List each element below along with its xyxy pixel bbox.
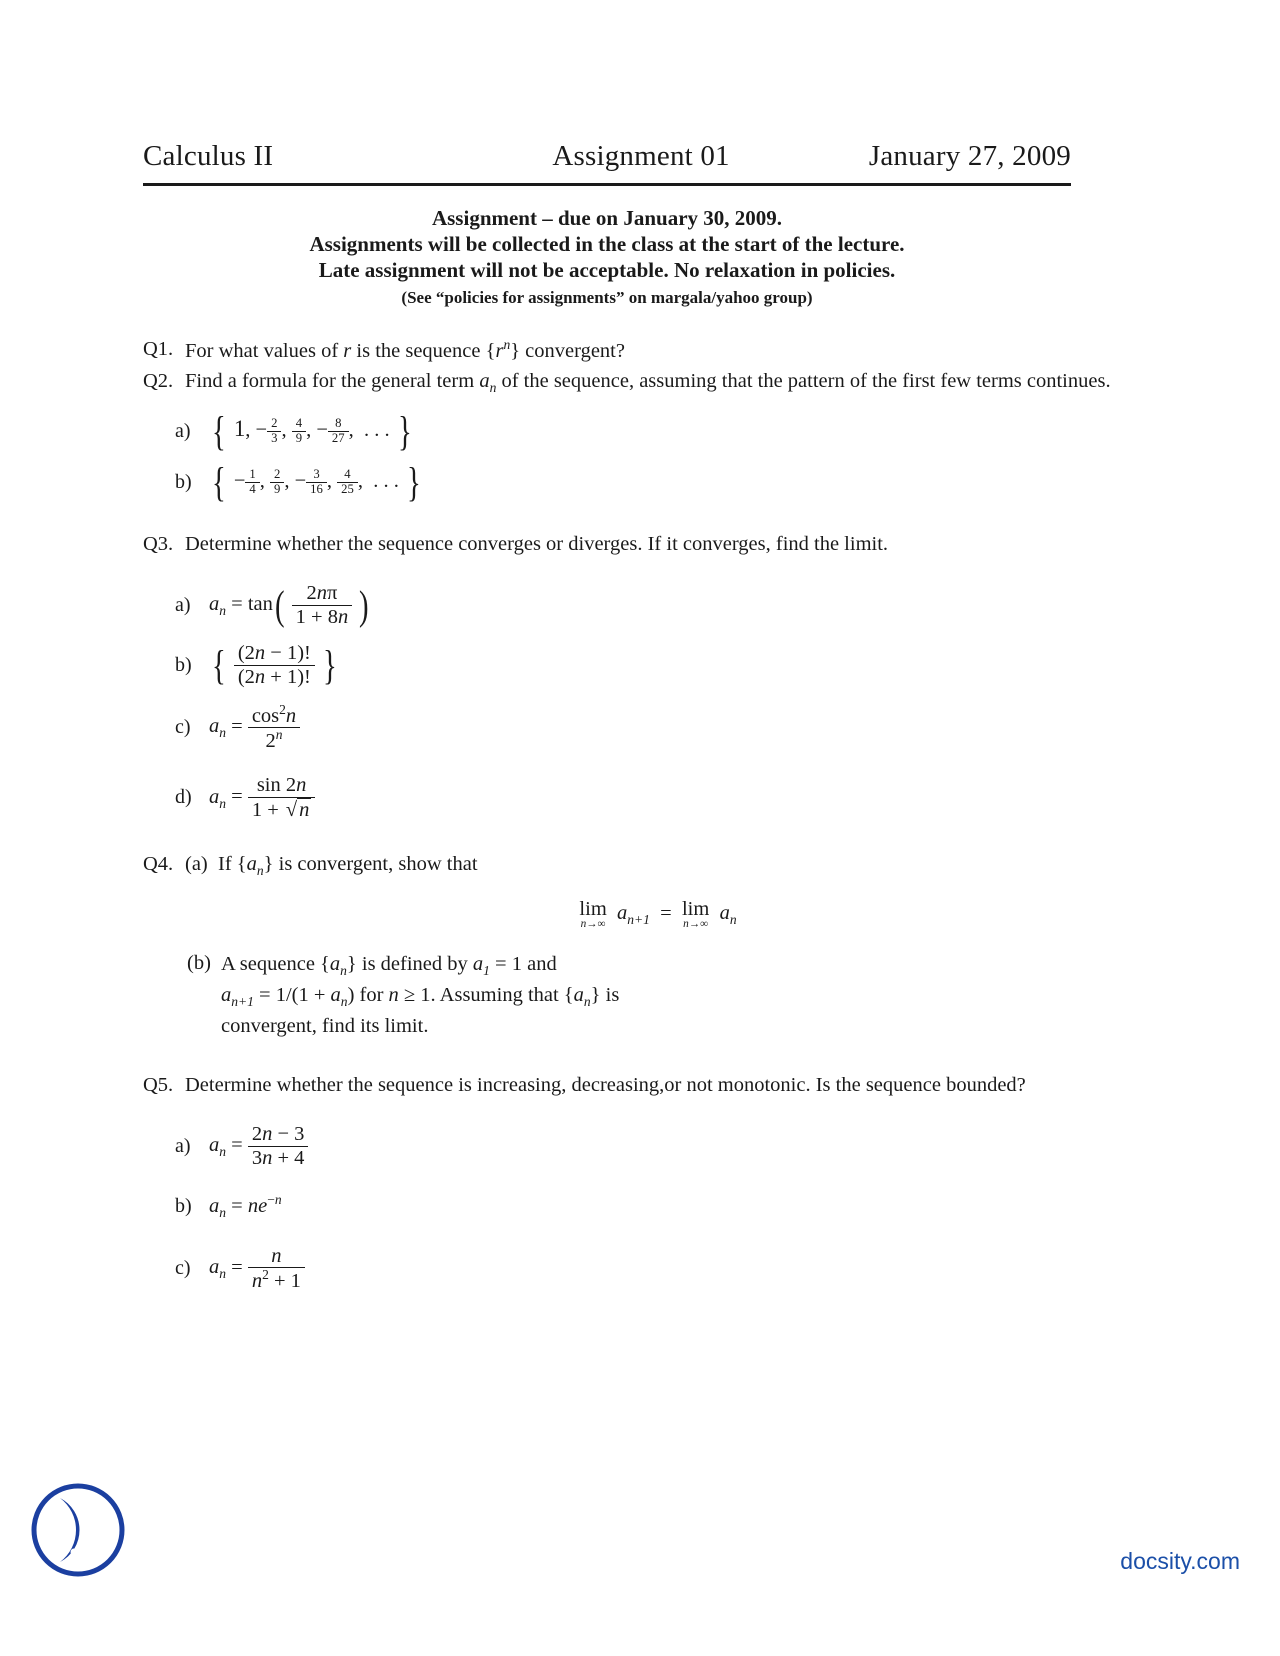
q1-label: Q1. — [143, 338, 174, 360]
q5-label: Q5. — [143, 1073, 174, 1096]
q4-label: Q4. — [143, 853, 174, 876]
q2-text: Find a formula for the general term $a_n$ of the sequence, assuming that the pattern of the first few terms continues. — [185, 369, 1111, 395]
question-q5 — [143, 1072, 1133, 1100]
q2-item-a — [175, 407, 1133, 454]
q1-sequence-expr: $\{r^n\}$ — [485, 337, 521, 362]
q4-a-text: (a) If $\{a_n\}$ is convergent, show that — [185, 853, 478, 879]
q5-a-expression: $a_n$ = $\frac{2n - 3}{3n + 4}$ — [209, 1123, 308, 1169]
q3-d-expression: $a_n$ = $\frac{\sin 2n}{1 + √n}$ — [209, 774, 315, 821]
document-header — [143, 140, 1071, 173]
q5-item-c — [175, 1245, 1133, 1293]
question-q1 — [143, 336, 1133, 366]
header-assignment-title: Assignment 01 — [552, 140, 730, 172]
q3-b-expression: { $\frac{(2n - 1)!}{(2n + 1)!}$ } — [211, 642, 337, 688]
assignment-notice — [143, 205, 1071, 311]
q1-text-before: For what values of — [185, 339, 339, 362]
docsity-cookie-logo — [30, 1482, 126, 1578]
q2-b-label: b) — [175, 470, 192, 493]
q4-a-label: (a) — [185, 853, 208, 876]
header-divider — [143, 183, 1071, 186]
q1-text-after: convergent? — [525, 339, 625, 362]
q3-text: Determine whether the sequence converges or diverges. If it converges, find the limit. — [185, 532, 889, 555]
q3-c-expression: $a_n$ = $\frac{\cos^2n}{2^n}$ — [209, 703, 300, 753]
q4-equation: lim n→∞ $a_{n+1}$ = lim n→∞ $a_n$ — [579, 897, 737, 931]
q3-item-c — [175, 703, 1133, 753]
q2-a-expression: { 1, − $\frac{2}{3}$ , $\frac{4}{9}$ , − $\frac{8}{27}$ , . . . } — [211, 407, 412, 454]
q4-b-body — [221, 950, 1133, 1041]
q4-item-b — [187, 950, 1133, 1041]
q3-label: Q3. — [143, 532, 174, 555]
q3-a-expression: $a_n = \tan$( $\frac{2n\pi}{1 + 8n}$ ) — [209, 581, 369, 628]
q3-item-b — [175, 642, 1133, 688]
q3-b-label: b) — [175, 653, 192, 676]
header-date: January 27, 2009 — [868, 140, 1071, 172]
q2-a-label: a) — [175, 419, 191, 442]
q3-a-label: a) — [175, 593, 191, 616]
notice-line-4: (See “policies for assignments” on margala/yahoo group) — [401, 288, 813, 307]
q1-variable-r: r — [343, 339, 352, 362]
notice-line-1: Assignment – due on January 30, 2009. — [431, 206, 783, 230]
q1-text — [185, 336, 1133, 366]
q1-text-mid: is the sequence — [356, 339, 481, 362]
q4-b-line-3: convergent, find its limit. — [221, 1014, 429, 1037]
header-course-title: Calculus II — [143, 140, 274, 172]
q3-item-d — [175, 774, 1133, 821]
q5-c-expression: $a_n$ = $\frac{n}{n^2 + 1}$ — [209, 1245, 305, 1293]
q5-b-expression: $a_n = ne^{-n}$ — [209, 1192, 282, 1221]
q3-d-label: d) — [175, 786, 192, 809]
q5-item-a — [175, 1123, 1133, 1169]
docsity-site-label[interactable]: docsity.com — [1120, 1548, 1240, 1574]
q5-a-label: a) — [175, 1134, 191, 1157]
question-q2 — [143, 368, 1133, 397]
q3-item-a — [175, 582, 1133, 628]
q4-b-line-2: $a_{n+1} = 1/(1 + a_n)$ for n ≥ 1. Assuming that $\{a_n\}$ is — [221, 984, 620, 1010]
questions-area — [143, 336, 1133, 1292]
q3-c-label: c) — [175, 715, 191, 738]
q5-c-label: c) — [175, 1257, 191, 1280]
q4-b-label: (b) — [187, 952, 211, 975]
notice-line-3: Late assignment will not be acceptable. No relaxation in policies. — [318, 258, 896, 282]
question-q4 — [143, 851, 1133, 880]
q5-text: Determine whether the sequence is increasing, decreasing,or not monotonic. Is the sequence bounded? — [185, 1073, 1026, 1096]
q4-b-line-1: A sequence $\{a_n\}$ is defined by $a_1 = 1$ and — [221, 953, 557, 979]
q2-item-b — [175, 458, 1133, 505]
q2-b-expression: { − $\frac{1}{4}$ , $\frac{2}{9}$ , − $\frac{3}{16}$ , $\frac{4}{25}$ , . . . } — [211, 458, 421, 505]
q5-b-label: b) — [175, 1195, 192, 1218]
q2-label: Q2. — [143, 369, 174, 392]
question-q3 — [143, 531, 1133, 559]
q5-item-b — [175, 1191, 1133, 1222]
notice-line-2: Assignments will be collected in the class at the start of the lecture. — [309, 232, 905, 256]
